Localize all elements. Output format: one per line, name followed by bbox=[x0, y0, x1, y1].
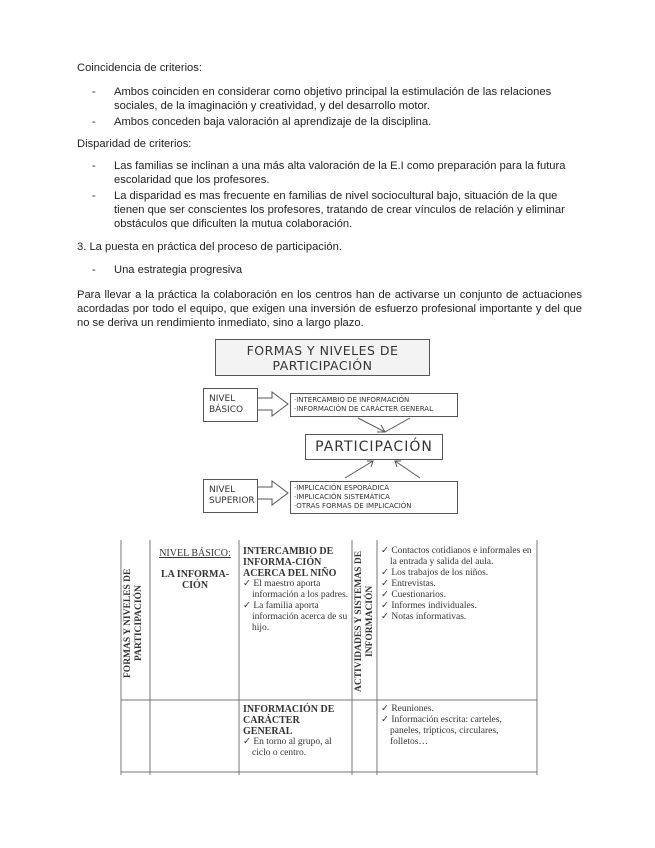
activity-item: ✓ Reuniones. bbox=[381, 704, 434, 714]
level-label: NIVEL bbox=[209, 394, 236, 404]
participation-box: PARTICIPACIÓN bbox=[305, 434, 443, 460]
col-forms-vertical: FORMAS Y NIVELES DE PARTICIPACIÓN bbox=[123, 568, 144, 678]
row1-item: ✓ El maestro aporta información a los padres. bbox=[243, 579, 349, 600]
list-estrategia bbox=[77, 263, 582, 279]
list-item-text: Las familias se inclinan a una más alta valoración de la E.I como preparación para la futura escolaridad que los profesores. bbox=[114, 160, 566, 186]
activity-item: ✓ Contactos cotidianos e informales en la entrada y salida del aula. bbox=[381, 546, 532, 567]
participation-table bbox=[119, 540, 539, 775]
row2-activities-cell bbox=[381, 704, 535, 748]
list-disparidad bbox=[77, 159, 582, 233]
col-activities-vertical: ACTIVIDADES Y SISTEMAS DE INFORMACIÓN bbox=[354, 550, 375, 692]
row2-heading: INFORMACIÓN DE CARÁCTER GENERAL bbox=[243, 704, 335, 737]
activity-item: ✓ Entrevistas. bbox=[381, 579, 436, 589]
level-basic-subtitle: LA INFORMA-CIÓN bbox=[160, 569, 230, 591]
participation-diagram bbox=[195, 336, 460, 521]
level-item: ·IMPLICACIÓN ESPORÁDICA bbox=[294, 484, 390, 492]
row2-item: ✓ En torno al grupo, al ciclo o centro. bbox=[243, 737, 332, 758]
level-basic-box bbox=[203, 388, 258, 422]
row1-heading: INTERCAMBIO DE INFORMA-CIÓN ACERCA DEL NIÑO bbox=[243, 546, 337, 579]
diagram-title-line: PARTICIPACIÓN bbox=[272, 358, 373, 373]
arrow-up-icon bbox=[345, 461, 373, 478]
paragraph-colaboracion: Para llevar a la práctica la colaboración en los centros han de activarse un conjunto de actuaciones acordadas por todo el equipo, que exigen una inversión de esfuerzo profesional importante y del que no se deriva un rendimiento inmediato, sino a largo plazo. bbox=[77, 289, 582, 329]
arrow-superior-icon bbox=[258, 481, 288, 505]
level-label: NIVEL bbox=[209, 485, 236, 495]
level-superior-items bbox=[290, 481, 458, 514]
list-item: - Ambos coinciden en considerar como objetivo principal la estimulación de las relaciones sociales, de la imaginación y creatividad, y del desarrollo motor. bbox=[92, 86, 552, 112]
list-item-text: Ambos coinciden en considerar como objetivo principal la estimulación de las relaciones sociales, de la imaginación y creatividad, y del desarrollo motor. bbox=[114, 86, 552, 112]
list-coincidencia bbox=[77, 85, 582, 131]
activity-item: ✓ Cuestionarios. bbox=[381, 590, 446, 600]
list-item-text: La disparidad es mas frecuente en familias de nivel sociocultural bajo, situación de la que tienen que ser conscientes los profesores, tratando de crear vínculos de relación y eliminar obstáculos que dificulten la mutua colaboración. bbox=[114, 190, 565, 230]
level-item: ·OTRAS FORMAS DE IMPLICACIÓN bbox=[294, 502, 412, 510]
level-basic-cell bbox=[153, 548, 237, 591]
level-label: BÁSICO bbox=[209, 405, 244, 415]
list-item: - Una estrategia progresiva bbox=[92, 264, 243, 276]
heading-puesta-en-practica: 3. La puesta en práctica del proceso de participación. bbox=[77, 241, 342, 253]
arrow-down-icon bbox=[358, 418, 385, 432]
row1-content-cell bbox=[243, 546, 349, 634]
list-item-text: Una estrategia progresiva bbox=[114, 264, 243, 276]
level-item: ·IMPLICACIÓN SISTEMÁTICA bbox=[294, 493, 390, 501]
activity-item: ✓ Notas informativas. bbox=[381, 612, 467, 622]
row2-content-cell bbox=[243, 704, 349, 759]
activity-item: ✓ Los trabajos de los niños. bbox=[381, 568, 489, 578]
level-item: ·INTERCAMBIO DE INFORMACIÓN bbox=[294, 396, 410, 404]
list-item: - Las familias se inclinan a una más alta valoración de la E.I como preparación para la futura escolaridad que los profesores. bbox=[92, 160, 566, 186]
list-item: - Ambos conceden baja valoración al aprendizaje de la disciplina. bbox=[92, 116, 432, 128]
list-item-text: Ambos conceden baja valoración al aprendizaje de la disciplina. bbox=[114, 116, 432, 128]
level-basic-title: NIVEL BÁSICO: bbox=[159, 548, 231, 559]
diagram-title bbox=[215, 339, 430, 376]
list-item: - La disparidad es mas frecuente en familias de nivel sociocultural bajo, situación de la que tienen que ser conscientes los profesores, tratando de crear vínculos de relación y eliminar obstáculos que dificulten la mutua colaboración. bbox=[92, 190, 565, 230]
level-label: SUPERIOR bbox=[209, 496, 255, 506]
level-item: ·INFORMACIÓN DE CARÁCTER GENERAL bbox=[294, 405, 433, 413]
activity-item: ✓ Informes individuales. bbox=[381, 601, 477, 611]
row1-activities-cell bbox=[381, 546, 535, 623]
row1-item: ✓ La familia aporta información acerca de su hijo. bbox=[243, 601, 348, 633]
diagram-title-line: FORMAS Y NIVELES DE bbox=[246, 343, 399, 358]
heading-disparidad: Disparidad de criterios: bbox=[77, 138, 192, 150]
activity-item: ✓ Información escrita: carteles, paneles, trípticos, circulares, folletos… bbox=[381, 715, 502, 747]
heading-coincidencia: Coincidencia de criterios: bbox=[77, 62, 202, 74]
level-superior-box bbox=[203, 479, 258, 513]
arrow-basic-icon bbox=[258, 392, 288, 416]
level-basic-items bbox=[290, 393, 458, 417]
